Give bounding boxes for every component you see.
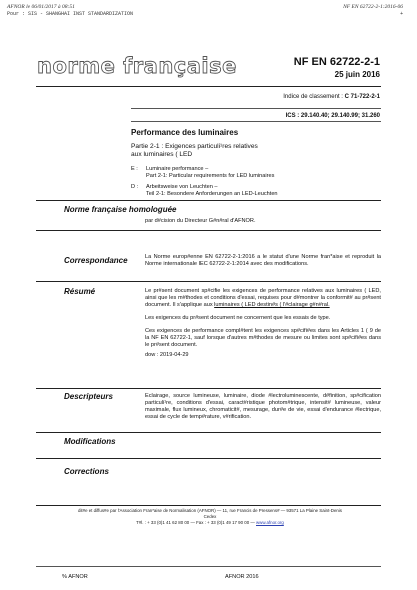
section-resume-body xyxy=(145,288,381,365)
publisher-phone-fax: T#l. : + 33 (0)1 41 62 80 00 — Fax : + 33 (0)1 49 17 90 00 — xyxy=(136,520,256,525)
divider xyxy=(131,108,381,109)
section-homologuee-body: par d#cision du Directeur G#n#ral d'AFNOR. xyxy=(145,218,256,224)
section-homologuee-heading: Norme française homologuée xyxy=(64,205,177,214)
resume-paragraph-3: Ces exigences de performance compl#tent les exigences sp#cifi#es dans les Articles 1 ( 9 de la NF EN 62722-1, sauf lorsque d'autres m#thodes de mesure ou limites sont sp#cifi#es dans le pr#sent document. xyxy=(145,328,381,348)
resume-dow: dow : 2019-04-29 xyxy=(145,352,189,358)
section-correspondance-body: La Norme europ#enne EN 62722-2-1:2016 a le statut d'une Norme fran*aise et reproduit la Norme internationale IEC 62722-2-1:2014 avec des modifications. xyxy=(145,254,381,267)
section-descripteurs-body: Eclairage, source lumineuse, luminaire, diode #lectroluminescente, d#finition, sp#cification particuli¹re, conditions d'essai, caract#ristique photom#trique, intensit# lumineuse, valeur maximale, flux lumineux, chromaticit#, mesurage, dur#e de vie, essai d'endurance #lectrique, essai de cycle de temp#rature, v#rification. xyxy=(145,393,381,420)
lang-code-en: E : xyxy=(131,166,138,172)
divider xyxy=(36,388,381,389)
indice-label: Indice de classement : xyxy=(283,94,343,100)
translation-de-line-2: Teil 2-1: Besondere Anforderungen an LED-Leuchten xyxy=(146,191,278,197)
subtitle-line-2: aux luminaires ( LED xyxy=(131,151,193,158)
divider xyxy=(36,432,381,433)
translation-en-line-1: Luminaire performance – xyxy=(146,166,209,172)
divider xyxy=(36,505,381,506)
section-resume-heading: Résumé xyxy=(64,287,96,296)
section-descripteurs-heading: Descripteurs xyxy=(64,392,113,401)
header-top-right: NF EN 62722-2-1:2016-06 xyxy=(343,4,403,10)
header-subscriber: Pour : SIS - SHANGHAI INST STANDARDIZATION xyxy=(7,11,134,17)
divider xyxy=(36,458,381,459)
norme-francaise-logo-graphic xyxy=(36,54,246,78)
divider xyxy=(36,200,381,201)
translation-de-line-1: Arbeitsweise von Leuchten – xyxy=(146,184,218,190)
indice-value: C 71-722-2-1 xyxy=(344,94,380,100)
translation-en-line-2: Part 2-1: Particular requirements for LED luminaires xyxy=(146,173,275,179)
section-corrections-heading: Corrections xyxy=(64,467,109,476)
subtitle-line-1: Partie 2-1 : Exigences particuli¹res relatives xyxy=(131,143,258,150)
divider xyxy=(36,230,381,231)
translation-en xyxy=(146,166,366,180)
resume-paragraph-2: Les exigences du pr#sent document ne concernent que les essais de type. xyxy=(145,315,331,321)
publisher-address: dit#e et diffus#e par l'Association Fran*aise de Normalisation (AFNOR) — 11, rue Francis de Pressens# — 93571 La Plaine Saint-Denis xyxy=(78,508,342,513)
divider xyxy=(131,121,381,122)
norme-francaise-logo xyxy=(36,54,246,76)
section-correspondance-heading: Correspondance xyxy=(64,256,128,265)
header-top-left: AFNOR le 06/01/2017 à 08:51 xyxy=(7,4,75,10)
indice-classement xyxy=(200,94,380,100)
copyright-year: AFNOR 2016 xyxy=(225,574,259,580)
resume-p1-text: Le pr#sent document sp#cifie les exigences de performance relatives aux luminaires ( LED, ainsi que les m#thodes et conditions d'essai, requises pour d#montrer la conformit# au pr#sent document. Il s'applique aux xyxy=(145,288,381,308)
section-modifications-heading: Modifications xyxy=(64,437,116,446)
divider xyxy=(36,86,381,87)
lang-code-de: D : xyxy=(131,184,139,190)
publisher-contact xyxy=(60,520,360,526)
translation-de xyxy=(146,184,366,198)
brand-wordmark: norme française xyxy=(37,54,237,78)
document-date: 25 juin 2016 xyxy=(334,70,380,79)
resume-paragraph-1 xyxy=(145,288,381,309)
document-title: Performance des luminaires xyxy=(131,128,239,137)
publisher-address-cedex: Cedex xyxy=(203,514,217,519)
document-subtitle xyxy=(131,143,351,159)
ics-codes: ICS : 29.140.40; 29.140.99; 31.260 xyxy=(285,113,380,119)
afnor-website-link[interactable]: www.afnor.org xyxy=(256,520,284,525)
divider xyxy=(36,281,381,282)
divider xyxy=(36,566,381,567)
resume-p1-underlined: luminaires ( LED destin#s ( l'#clairage g#n#ral. xyxy=(214,302,330,308)
document-number: NF EN 62722-2-1 xyxy=(293,56,380,68)
header-plus: + xyxy=(400,11,403,17)
copyright-left: % AFNOR xyxy=(62,574,88,580)
